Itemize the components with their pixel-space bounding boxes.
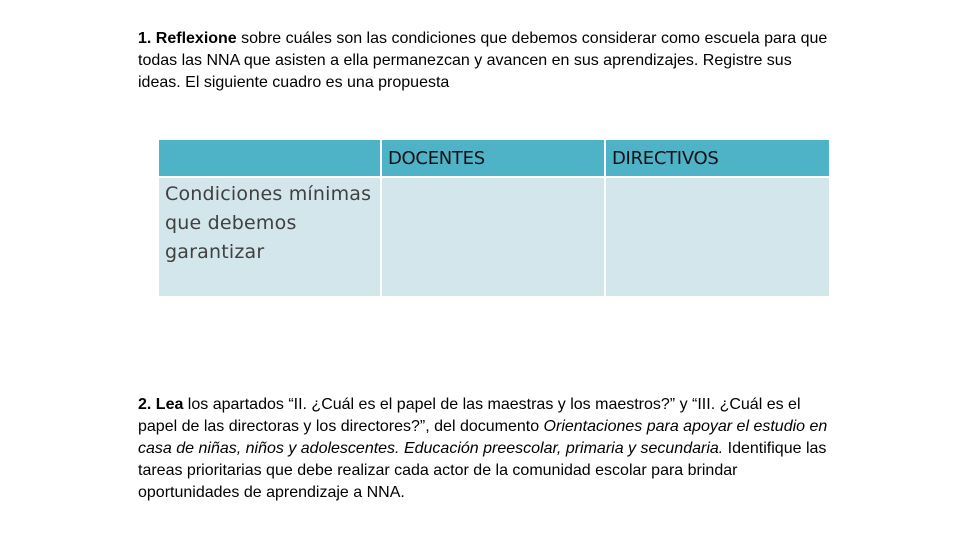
instruction-2-text-b: Identifique las tareas prioritarias que debe realizar cada actor de la comunidad escolar para brindar oportunidades de aprendizaje a NNA. bbox=[138, 440, 827, 501]
table-header-row bbox=[158, 139, 830, 177]
instruction-2-lead: 2. Lea bbox=[138, 396, 184, 413]
table-row-label: Condiciones mínimas que debemos garantizar bbox=[158, 177, 381, 297]
instruction-1 bbox=[138, 28, 828, 94]
instruction-1-lead: 1. Reflexione bbox=[138, 30, 237, 47]
table-cell-docentes[interactable] bbox=[381, 177, 605, 297]
instruction-1-text: sobre cuáles son las condiciones que debemos considerar como escuela para que todas las NNA que asisten a ella permanezcan y avancen en sus aprendizajes. Registre sus ideas. El siguiente cuadro es una propuesta bbox=[138, 30, 828, 91]
instruction-2-text-a: los apartados “II. ¿Cuál es el papel de las maestras y los maestros?” y “III. ¿Cuál es el papel de las directoras y los directores?”, del documento bbox=[138, 396, 801, 435]
table-row bbox=[158, 177, 830, 297]
table-cell-directivos[interactable] bbox=[605, 177, 830, 297]
document-title: Orientaciones para apoyar el estudio en casa de niñas, niños y adolescentes. Educación preescolar, primaria y secundaria. bbox=[138, 418, 828, 457]
proposal-table bbox=[157, 138, 831, 298]
table-header-directivos: DIRECTIVOS bbox=[605, 139, 830, 177]
instruction-2 bbox=[138, 394, 828, 504]
table-header-empty bbox=[158, 139, 381, 177]
table-header-docentes: DOCENTES bbox=[381, 139, 605, 177]
